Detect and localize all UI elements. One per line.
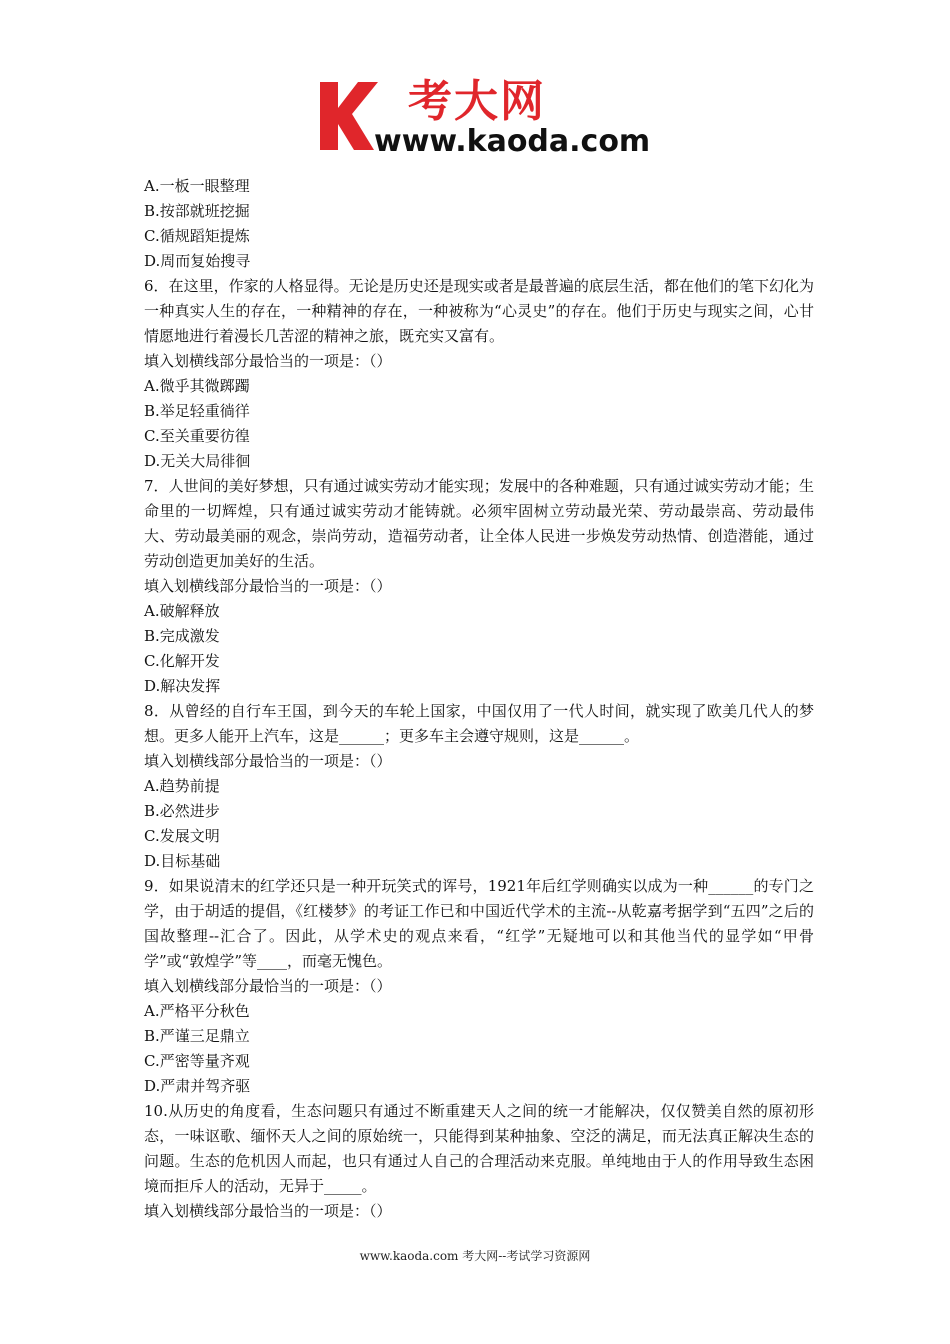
q7-option: B.完成激发 xyxy=(144,627,220,645)
brand-name: 考大网 xyxy=(408,76,546,127)
q7-prompt: 填入划横线部分最恰当的一项是：（） xyxy=(144,577,392,595)
document-body xyxy=(144,174,814,1224)
q6-option: C.至关重要彷徨 xyxy=(144,427,250,445)
q9-text: 9．如果说清末的红学还只是一种开玩笑式的诨号，1921年后红学则确实以成为一种______的专门之学，由于胡适的提倡，《红楼梦》的考证工作已和中国近代学术的主流--从乾嘉考据学到“五四”之后的国故整理--汇合了。因此，从学术史的观点来看，“红学”无疑地可以和其他当代的显学如“甲骨学”或“敦煌学”等____，而毫无愧色。 xyxy=(144,877,814,970)
q7-option: D.解决发挥 xyxy=(144,677,221,695)
q7-text: 7．人世间的美好梦想，只有通过诚实劳动才能实现；发展中的各种难题，只有通过诚实劳动才能；生命里的一切辉煌，只有通过诚实劳动才能铸就。必须牢固树立劳动最光荣、劳动最崇高、劳动最伟大、劳动最美丽的观念，崇尚劳动，造福劳动者，让全体人民进一步焕发劳动热情、创造潜能，通过劳动创造更加美好的生活。 xyxy=(144,477,814,570)
q5-option: C.循规蹈矩提炼 xyxy=(144,227,250,245)
q5-option: D.周而复始搜寻 xyxy=(144,252,251,270)
q7-option: A.破解释放 xyxy=(144,602,220,620)
k-logo-icon xyxy=(316,82,378,150)
q10-text: 10.从历史的角度看，生态问题只有通过不断重建天人之间的统一才能解决，仅仅赞美自然的原初形态，一味讴歌、缅怀天人之间的原始统一，只能得到某种抽象、空泛的满足，而无法真正解决生态的问题。生态的危机因人而起，也只有通过人自己的合理活动来克服。单纯地由于人的作用导致生态困境而拒斥人的活动，无异于_____。 xyxy=(144,1102,814,1195)
q6-option: B.举足轻重徜徉 xyxy=(144,402,250,420)
brand-url: www.kaoda.com xyxy=(374,124,651,159)
q6-option: D.无关大局徘徊 xyxy=(144,452,251,470)
q9-option: C.严密等量齐观 xyxy=(144,1052,250,1070)
q8-text: 8．从曾经的自行车王国，到今天的车轮上国家，中国仅用了一代人时间，就实现了欧美几代人的梦想。更多人能开上汽车，这是______；更多车主会遵守规则，这是______。 xyxy=(144,702,814,745)
q9-prompt: 填入划横线部分最恰当的一项是：（） xyxy=(144,977,392,995)
kaoda-logo xyxy=(316,76,651,162)
q8-option: B.必然进步 xyxy=(144,802,220,820)
q6-text: 6．在这里，作家的人格显得。无论是历史还是现实或者是最普遍的底层生活，都在他们的笔下幻化为一种真实人生的存在，一种精神的存在，一种被称为“心灵史”的存在。他们于历史与现实之间，心甘情愿地进行着漫长几苦涩的精神之旅，既充实又富有。 xyxy=(144,277,814,345)
page-footer: www.kaoda.com 考大网--考试学习资源网 xyxy=(359,1249,591,1263)
q8-prompt: 填入划横线部分最恰当的一项是：（） xyxy=(144,752,392,770)
q9-option: D.严肃并驾齐驱 xyxy=(144,1077,251,1095)
q9-option: B.严谨三足鼎立 xyxy=(144,1027,250,1045)
q5-option: B.按部就班挖掘 xyxy=(144,202,250,220)
q10-prompt: 填入划横线部分最恰当的一项是：（） xyxy=(144,1202,392,1220)
q8-option: A.趋势前提 xyxy=(144,777,220,795)
q5-option: A.一板一眼整理 xyxy=(144,177,250,195)
q6-prompt: 填入划横线部分最恰当的一项是：（） xyxy=(144,352,392,370)
q9-option: A.严格平分秋色 xyxy=(144,1002,250,1020)
q7-option: C.化解开发 xyxy=(144,652,220,670)
q6-option: A.微乎其微踯躅 xyxy=(144,377,250,395)
q8-option: C.发展文明 xyxy=(144,827,220,845)
q8-option: D.目标基础 xyxy=(144,852,221,870)
